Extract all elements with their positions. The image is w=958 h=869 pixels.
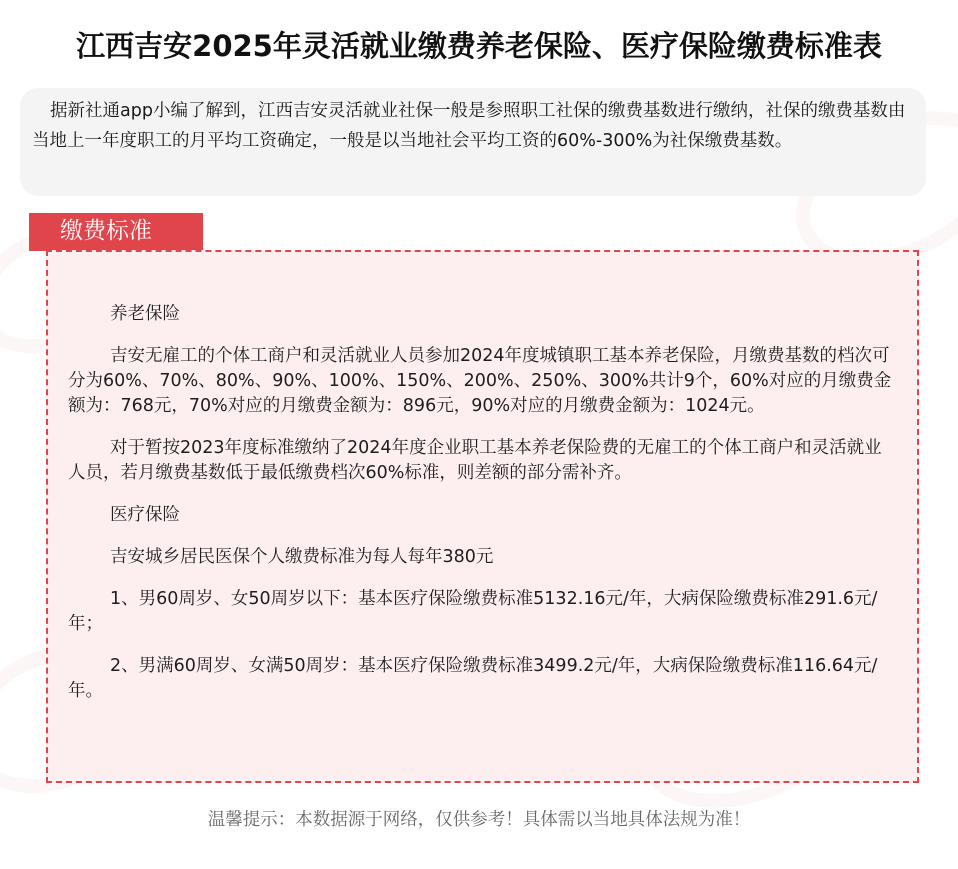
intro-text: 据新社通app小编了解到，江西吉安灵活就业社保一般是参照职工社保的缴费基数进行缴纳，社保的缴费基数由当地上一年度职工的月平均工资确定，一般是以当地社会平均工资的60%-300%为社保缴费基数。: [32, 101, 906, 151]
page-title: 江西吉安2025年灵活就业缴费养老保险、医疗保险缴费标准表: [76, 29, 882, 63]
paragraph-medical-over-60: 2、男满60周岁、女满50周岁：基本医疗保险缴费标准3499.2元/年，大病保险缴费标准116.64元/年。: [68, 656, 878, 701]
intro-panel: [20, 88, 926, 196]
paragraph-medical-under-60: 1、男60周岁、女50周岁以下：基本医疗保险缴费标准5132.16元/年，大病保险缴费标准291.6元/年；: [68, 589, 878, 634]
footer-note: 温馨提示：本数据源于网络，仅供参考！具体需以当地具体法规为准！: [207, 810, 751, 830]
content-box: [46, 250, 919, 783]
paragraph-pension-supplement: 对于暂按2023年度标准缴纳了2024年度企业职工基本养老保险费的无雇工的个体工商户和灵活就业人员，若月缴费基数低于最低缴费档次60%标准，则差额的部分需补齐。: [68, 438, 882, 483]
heading-pension: 养老保险: [110, 304, 180, 324]
paragraph-pension-tiers: 吉安无雇工的个体工商户和灵活就业人员参加2024年度城镇职工基本养老保险，月缴费基数的档次可分为60%、70%、80%、90%、100%、150%、200%、250%、300%共计9个，60%对应的月缴费金额为：768元，70%对应的月缴费金额为：896元，90%对应的月缴费金额为：1024元。: [68, 346, 892, 416]
section-tab-fee-standard: 缴费标准: [29, 213, 203, 251]
heading-medical: 医疗保险: [110, 505, 180, 525]
paragraph-medical-resident: 吉安城乡居民医保个人缴费标准为每人每年380元: [110, 547, 494, 567]
